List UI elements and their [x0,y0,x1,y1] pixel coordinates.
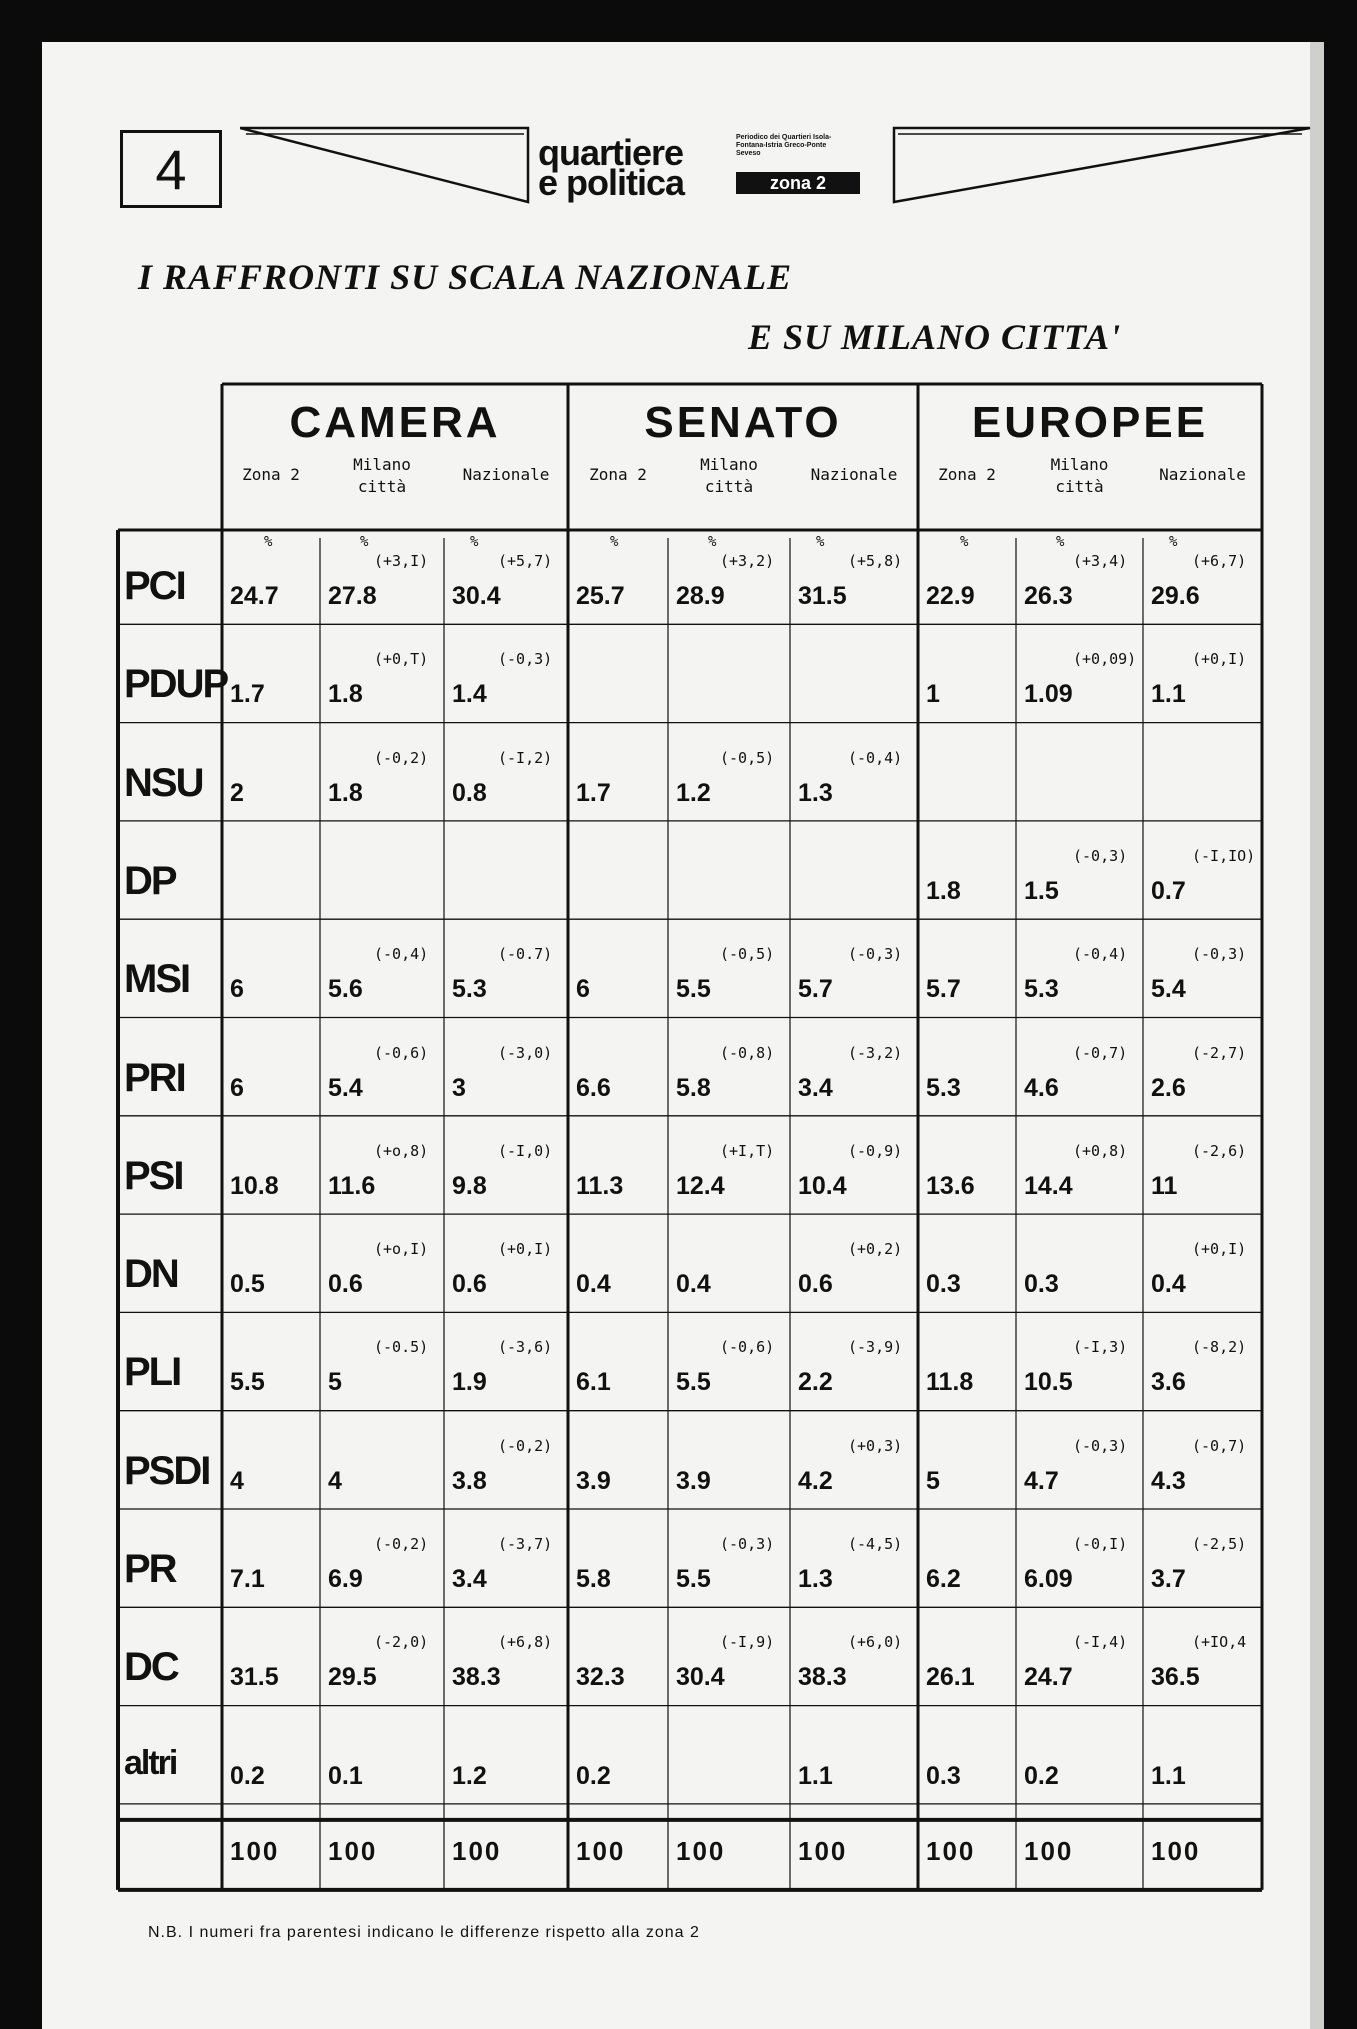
table-cell-value: 5.4 [1151,975,1186,1004]
difference-note: (+0,8) [1073,1141,1128,1160]
table-cell-value: 5.7 [926,975,961,1004]
percent-marker: % [960,534,969,550]
difference-note: (-0,2) [374,1535,429,1553]
difference-note: (+0,I) [1192,1240,1247,1259]
table-cell-value: 4.2 [798,1466,833,1495]
difference-note: (-3,2) [848,1043,903,1062]
table-cell-value: 5.5 [676,975,711,1004]
difference-note: (+0,I) [1192,650,1247,669]
column-header: Nazionale [1159,465,1246,484]
table-cell-value: 2 [230,778,244,807]
table-cell-value: 1.7 [230,680,265,709]
column-header: Nazionale [462,465,550,484]
table-cell-value: 10.8 [230,1171,279,1200]
difference-note: (-4,5) [848,1535,903,1553]
masthead-subtitle: Periodico dei Quartieri Isola-Fontana-Istria Greco-Ponte Seveso [736,134,832,157]
party-label-altri: altri [124,1743,177,1782]
column-header: Zona 2 [938,465,996,484]
table-cell-value: 5.5 [676,1368,711,1397]
difference-note: (+6,8) [498,1633,553,1652]
masthead-title-line1: quartiere [538,132,684,173]
table-cell-value: 6.2 [926,1565,961,1593]
table-cell-value: 1.3 [798,1565,833,1593]
table-cell-value: 22.9 [926,582,975,610]
party-label-pri: PRI [124,1055,185,1100]
headline-line1: I RAFFRONTI SU SCALA NAZIONALE [138,257,793,297]
group-title-senato: SENATO [644,398,842,447]
difference-note: (+0,T) [374,650,429,669]
table-cell-value: 0.5 [230,1270,265,1299]
percent-marker: % [1056,534,1065,550]
difference-note: (-0,2) [374,748,429,767]
percent-marker: % [1169,534,1178,550]
difference-note: (+3,2) [720,552,775,570]
difference-note: (-0,4) [848,748,903,767]
table-cell-value: 4 [230,1466,244,1495]
party-label-pr: PR [124,1547,176,1591]
difference-note: (+5,7) [498,552,553,570]
table-cell-value: 38.3 [798,1663,847,1692]
table-cell-value: 13.6 [926,1171,975,1200]
table-cell-value: 14.4 [1024,1171,1073,1200]
total-cell: 100 [798,1835,848,1866]
difference-note: (-0,7) [1192,1436,1247,1455]
table-cell-value: 10.5 [1024,1368,1073,1397]
table-cell-value: 6 [576,975,590,1004]
table-cell-value: 6 [230,1073,244,1102]
table-cell-value: 5.3 [926,1073,961,1102]
table-cell-value: 4.7 [1024,1466,1059,1495]
table-cell-value: 29.6 [1151,582,1200,610]
table-cell-value: 0.6 [328,1270,363,1299]
total-cell: 100 [576,1835,626,1866]
table-cell-value: 12.4 [676,1171,725,1200]
column-header: Milano città [700,455,758,496]
difference-note: (-I,0) [498,1141,553,1160]
table-cell-value: 4 [328,1466,342,1495]
difference-note: (-8,2) [1192,1338,1247,1357]
table-cell-value: 3.9 [576,1466,611,1495]
difference-note: (-2,7) [1192,1043,1247,1062]
total-cell: 100 [328,1835,378,1866]
table-cell-value: 1.1 [1151,1761,1186,1790]
table-cell-value: 32.3 [576,1663,625,1692]
table-cell-value: 28.9 [676,582,725,610]
table-cell-value: 24.7 [1024,1663,1073,1692]
difference-note: (-2,5) [1192,1535,1247,1553]
difference-note: (-0,2) [498,1436,553,1455]
table-cell-value: 3.7 [1151,1565,1186,1593]
total-cell: 100 [676,1835,726,1866]
party-label-psi: PSI [124,1153,183,1198]
table-cell-value: 0.4 [1151,1270,1186,1299]
table-cell-value: 36.5 [1151,1663,1200,1692]
difference-note: (-0,4) [374,945,429,964]
column-header: Milano città [353,455,411,496]
difference-note: (-3,6) [498,1338,553,1357]
table-cell-value: 4.3 [1151,1466,1186,1495]
column-header: Nazionale [810,465,898,484]
difference-note: (-0,7) [1073,1043,1128,1062]
table-cell-value: 2.6 [1151,1073,1186,1102]
table-cell-value: 27.8 [328,582,377,610]
table-cell-value: 5.6 [328,975,363,1004]
difference-note: (+0,09) [1073,650,1137,669]
difference-note: (-0,6) [720,1338,775,1357]
table-cell-value: 1.5 [1024,876,1059,905]
difference-note: (+3,I) [374,552,429,570]
table-cell-value: 31.5 [230,1663,279,1692]
table-cell-value: 1.8 [328,778,363,807]
party-label-dp: DP [124,858,176,903]
table-cell-value: 6.1 [576,1368,611,1397]
difference-note: (+IO,4 [1192,1633,1247,1652]
difference-note: (-I,4) [1073,1633,1128,1652]
table-cell-value: 1.1 [1151,680,1186,709]
percent-marker: % [610,534,619,550]
party-label-dn: DN [124,1252,178,1297]
difference-note: (-3,0) [498,1043,553,1062]
difference-note: (-I,2) [498,748,553,767]
headline-line2: E SU MILANO CITTA' [748,317,1122,357]
table-cell-value: 6.9 [328,1565,363,1593]
table-cell-value: 0.4 [576,1270,611,1299]
table-cell-value: 5 [328,1368,342,1397]
party-label-msi: MSI [124,957,190,1002]
difference-note: (-2,6) [1192,1141,1247,1160]
table-cell-value: 6 [230,975,244,1004]
table-cell-value: 25.7 [576,582,625,610]
column-header: Milano città [1050,455,1109,496]
total-cell: 100 [230,1835,280,1866]
difference-note: (-0,I) [1073,1535,1128,1553]
difference-note: (-0.7) [498,945,553,964]
table-cell-value: 0.8 [452,778,487,807]
percent-marker: % [470,534,479,550]
table-cell-value: 0.3 [926,1270,961,1299]
table-cell-value: 26.1 [926,1663,975,1692]
footnote: N.B. I numeri fra parentesi indicano le differenze rispetto alla zona 2 [148,1924,700,1941]
table-cell-value: 1.8 [328,680,363,709]
table-cell-value: 0.3 [1024,1270,1059,1299]
results-table-grid [42,42,1324,2029]
group-title-camera: CAMERA [289,398,501,447]
difference-note: (-3,7) [498,1535,553,1553]
table-cell-value: 5.7 [798,975,833,1004]
table-cell-value: 2.2 [798,1368,833,1397]
table-cell-value: 5.8 [676,1073,711,1102]
table-cell-value: 6.09 [1024,1565,1073,1593]
table-cell-value: 1.2 [452,1761,487,1790]
percent-marker: % [708,534,717,550]
page-number: 4 [120,130,222,208]
difference-note: (-I,9) [720,1633,775,1652]
table-cell-value: 11.8 [926,1368,974,1397]
masthead-zona-badge: zona 2 [736,172,860,194]
difference-note: (+I,T) [720,1141,775,1160]
table-cell-value: 11.6 [328,1171,376,1200]
difference-note: (-I,IO) [1192,846,1256,865]
difference-note: (-0.5) [374,1338,429,1357]
table-cell-value: 0.2 [576,1761,611,1790]
table-cell-value: 5.8 [576,1565,611,1593]
difference-note: (-I,3) [1073,1338,1128,1357]
table-cell-value: 3.4 [452,1565,487,1593]
table-cell-value: 26.3 [1024,582,1073,610]
difference-note: (+o,I) [374,1240,429,1259]
newspaper-page [42,42,1324,2029]
table-cell-value: 1.9 [452,1368,487,1397]
difference-note: (+6,7) [1192,552,1247,570]
table-cell-value: 0.6 [452,1270,487,1299]
table-cell-value: 1.2 [676,778,711,807]
total-cell: 100 [926,1835,976,1866]
column-header: Zona 2 [589,465,647,484]
table-cell-value: 0.2 [1024,1761,1059,1790]
difference-note: (-0,6) [374,1043,429,1062]
difference-note: (+0,2) [848,1240,903,1259]
table-cell-value: 10.4 [798,1171,847,1200]
table-cell-value: 29.5 [328,1663,377,1692]
percent-marker: % [816,534,825,550]
table-cell-value: 3 [452,1073,466,1102]
table-cell-value: 5.3 [452,975,487,1004]
party-label-psdi: PSDI [124,1448,210,1493]
table-cell-value: 5.5 [230,1368,265,1397]
table-cell-value: 1.4 [452,680,487,709]
table-cell-value: 3.6 [1151,1368,1186,1397]
table-cell-value: 5.4 [328,1073,363,1102]
table-cell-value: 24.7 [230,582,279,610]
table-cell-value: 3.8 [452,1466,487,1495]
table-cell-value: 11.3 [576,1171,624,1200]
table-cell-value: 5.5 [676,1565,711,1593]
percent-marker: % [360,534,369,550]
difference-note: (-0,5) [720,945,775,964]
party-label-dc: DC [124,1645,178,1690]
total-cell: 100 [452,1835,502,1866]
table-cell-value: 0.2 [230,1761,265,1790]
difference-note: (-0,3) [1073,1436,1128,1455]
difference-note: (-0,5) [720,748,775,767]
total-cell: 100 [1024,1835,1074,1866]
party-label-pli: PLI [124,1350,181,1395]
table-cell-value: 1.1 [798,1761,833,1790]
difference-note: (-0,3) [848,945,903,964]
difference-note: (+3,4) [1073,552,1128,570]
table-cell-value: 30.4 [676,1663,725,1692]
table-cell-value: 0.7 [1151,876,1186,905]
difference-note: (-0,8) [720,1043,775,1062]
difference-note: (-0,3) [720,1535,775,1553]
table-cell-value: 38.3 [452,1663,501,1692]
difference-note: (-3,9) [848,1338,903,1357]
table-cell-value: 30.4 [452,582,501,610]
table-cell-value: 3.4 [798,1073,833,1102]
table-cell-value: 0.6 [798,1270,833,1299]
table-cell-value: 6.6 [576,1073,611,1102]
difference-note: (+o,8) [374,1141,429,1160]
table-cell-value: 31.5 [798,582,847,610]
masthead-title-line2: e politica [538,162,685,203]
table-cell-value: 7.1 [230,1565,265,1593]
table-cell-value: 4.6 [1024,1073,1059,1102]
party-label-pci: PCI [124,564,185,608]
difference-note: (-2,0) [374,1633,429,1652]
total-cell: 100 [1151,1835,1201,1866]
difference-note: (-0,3) [1073,846,1128,865]
party-label-pdup: PDUP [124,662,228,707]
table-cell-value: 0.3 [926,1761,961,1790]
table-cell-value: 9.8 [452,1171,487,1200]
column-header: Zona 2 [242,465,300,484]
difference-note: (+6,0) [848,1633,903,1652]
table-cell-value: 1.3 [798,778,833,807]
difference-note: (-0,3) [1192,945,1247,964]
difference-note: (+0,I) [498,1240,553,1259]
table-cell-value: 5.3 [1024,975,1059,1004]
table-cell-value: 0.1 [328,1761,363,1790]
table-cell-value: 5 [926,1466,940,1495]
difference-note: (-0,3) [498,650,553,669]
table-cell-value: 1.7 [576,778,611,807]
party-label-nsu: NSU [124,760,203,805]
difference-note: (+5,8) [848,552,903,570]
difference-note: (-0,4) [1073,945,1128,964]
percent-marker: % [264,534,273,550]
table-cell-value: 1 [926,680,940,709]
difference-note: (-0,9) [848,1141,903,1160]
difference-note: (+0,3) [848,1436,903,1455]
table-cell-value: 3.9 [676,1466,711,1495]
table-cell-value: 1.09 [1024,680,1073,709]
table-cell-value: 11 [1151,1171,1178,1200]
table-cell-value: 0.4 [676,1270,711,1299]
table-cell-value: 1.8 [926,876,961,905]
group-title-europee: EUROPEE [971,398,1209,447]
